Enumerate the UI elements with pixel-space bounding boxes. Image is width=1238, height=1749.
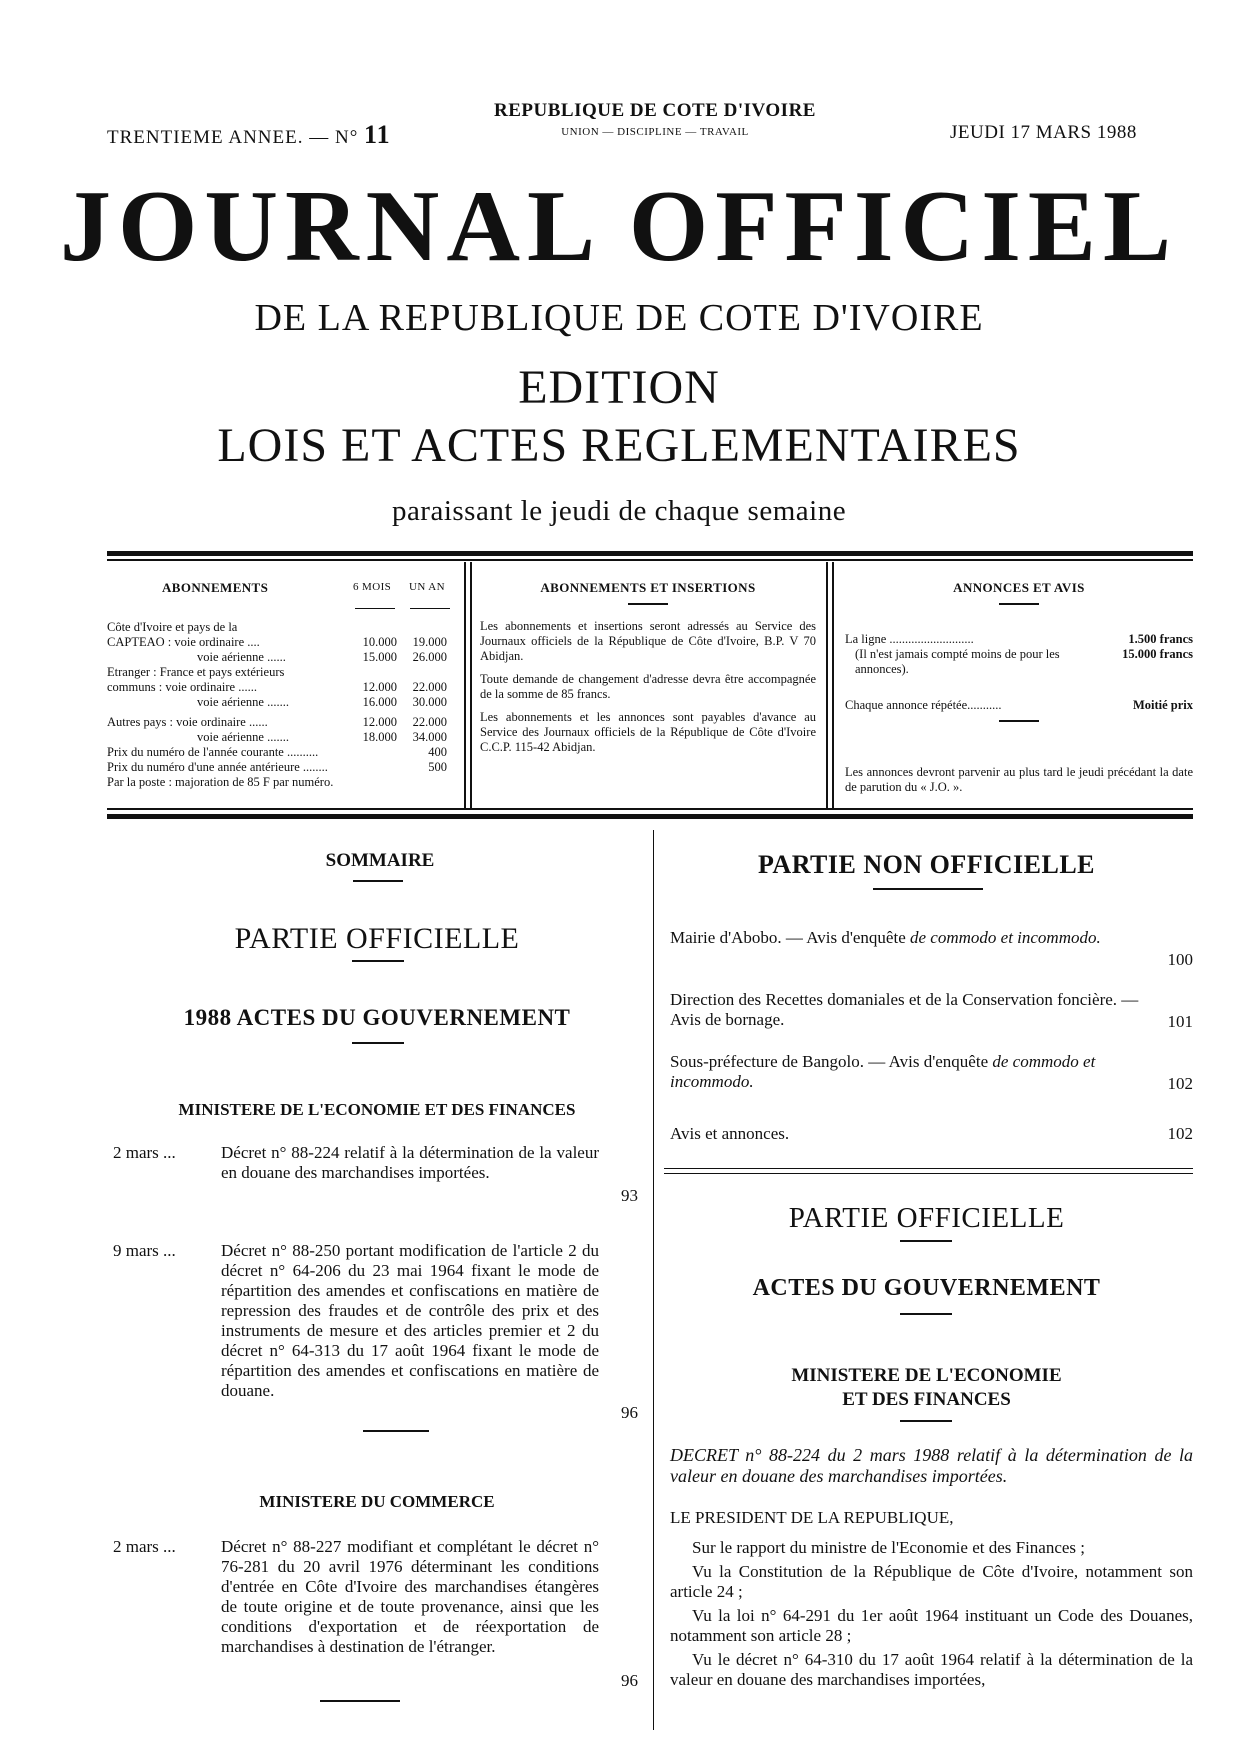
col-underline <box>355 608 395 609</box>
title-underline <box>999 603 1039 605</box>
insertions-title: ABONNEMENTS ET INSERTIONS <box>540 580 756 595</box>
subscription-unan: 22.000 <box>412 680 447 694</box>
title-underline <box>628 603 668 605</box>
repeated-value: Moitié prix <box>1132 698 1193 712</box>
entry-separator <box>363 1430 429 1432</box>
line-price-value: 1.500 francs <box>1128 632 1193 646</box>
subscription-6mois: 12.000 <box>362 715 397 729</box>
subscription-6mois: 18.000 <box>362 730 397 744</box>
officielle-ministere-l2: ET DES FINANCES <box>842 1389 1011 1410</box>
box-bottom-rule-thin <box>107 808 1193 810</box>
non-officielle-entry <box>670 1124 1193 1148</box>
sommaire-ministere-commerce: MINISTERE DU COMMERCE <box>259 1492 495 1511</box>
officielle-title: PARTIE OFFICIELLE <box>788 1202 1065 1234</box>
col-underline <box>410 608 450 609</box>
journal-title: JOURNAL OFFICIEL <box>60 170 1178 283</box>
decree-title: DECRET n° 88-224 du 2 mars 1988 relatif à la détermination de la valeur en douane des marchandises importées. <box>670 1445 1193 1486</box>
repeated-label: Chaque annonce répétée........... <box>845 698 1002 712</box>
subscription-label: voie aérienne ....... <box>197 695 289 709</box>
announcements-title: ANNONCES ET AVIS <box>953 580 1085 595</box>
edition-label: EDITION <box>518 361 720 414</box>
entry-page: 100 <box>1167 950 1193 969</box>
sommaire-partie-officielle: PARTIE OFFICIELLE <box>234 922 520 955</box>
subscription-6mois: 16.000 <box>362 695 397 709</box>
decree-president: LE PRESIDENT DE LA REPUBLIQUE, <box>670 1508 954 1527</box>
minimum-label: (Il n'est jamais compté moins de pour les annonces). <box>855 647 1060 676</box>
entry-text: Direction des Recettes domaniales et de la Conservation foncière. — Avis de bornage. <box>670 990 1139 1029</box>
visa-line: Vu la loi n° 64-291 du 1er août 1964 instituant un Code des Douanes, notamment son article 28 ; <box>670 1606 1193 1645</box>
insertions-p1: Les abonnements et insertions seront adressés au Service des Journaux officiels de la République de Côte d'Ivoire, B.P. V 70 Abidjan. <box>480 619 816 663</box>
entry-text: Avis et annonces. <box>670 1124 790 1143</box>
subscription-label: CAPTEAO : voie ordinaire .... <box>107 635 260 649</box>
insertions-p3: Les abonnements et les annonces sont payables d'avance au Service des Journaux officiels de la République de Côte d'Ivoire C.C.P. 115-42 Abidjan. <box>480 710 816 754</box>
subscriptions-cote-line: Côte d'Ivoire et pays de la <box>107 620 238 634</box>
entry-text: Sous-préfecture de Bangolo. — Avis d'enquête <box>670 1052 989 1071</box>
subscriptions-col-6mois: 6 MOIS <box>353 581 392 593</box>
issue-number: 11 <box>364 120 391 149</box>
non-officielle-underline <box>873 888 983 890</box>
section-rule <box>664 1173 1193 1174</box>
issue-year-number <box>107 120 391 150</box>
subscription-6mois: 15.000 <box>362 650 397 664</box>
visa-line: Sur le rapport du ministre de l'Economie et des Finances ; <box>692 1538 1086 1557</box>
insertions-box <box>480 580 816 755</box>
non-officielle-entry <box>670 928 1193 978</box>
republic-name: REPUBLIQUE DE COTE D'IVOIRE <box>494 100 816 121</box>
minimum-value: 15.000 francs <box>1122 647 1193 661</box>
sommaire-title: SOMMAIRE <box>325 850 435 871</box>
subscription-unan: 30.000 <box>412 695 447 709</box>
column-divider <box>653 830 654 1730</box>
officielle-actes: ACTES DU GOUVERNEMENT <box>752 1275 1101 1301</box>
subscription-6mois: 10.000 <box>362 635 397 649</box>
officielle-underline <box>900 1240 952 1242</box>
ministere-underline <box>900 1420 952 1422</box>
subscription-unan: 26.000 <box>412 650 447 664</box>
entry-text: Mairie d'Abobo. — Avis d'enquête <box>670 928 906 947</box>
box-top-rule <box>107 551 1193 556</box>
entry-page: 102 <box>1167 1074 1193 1093</box>
subscription-label: Par la poste : majoration de 85 F par numéro. <box>107 775 334 789</box>
toc-text: Décret n° 88-224 relatif à la détermination de la valeur en douane des marchandises importées. <box>221 1143 599 1182</box>
year-label: TRENTIEME ANNEE. — N° <box>107 127 359 148</box>
visa-line: Vu la Constitution de la République de Côte d'Ivoire, notamment son article 24 ; <box>670 1562 1193 1601</box>
box-divider-1 <box>464 562 466 808</box>
subscription-unan: 34.000 <box>412 730 447 744</box>
toc-entry <box>113 1241 638 1421</box>
visa-line: Vu le décret n° 64-310 du 17 août 1964 relatif à la détermination de la valeur en douane des marchandises importées, <box>670 1650 1193 1689</box>
sommaire-actes-gouvernement: 1988 ACTES DU GOUVERNEMENT <box>183 1005 571 1030</box>
national-motto: UNION — DISCIPLINE — TRAVAIL <box>561 126 749 138</box>
box-divider-2 <box>826 562 828 808</box>
publication-frequency: paraissant le jeudi de chaque semaine <box>391 495 847 527</box>
issue-date: JEUDI 17 MARS 1988 <box>950 122 1137 143</box>
toc-page: 96 <box>621 1671 638 1690</box>
subscription-label: Prix du numéro de l'année courante .......... <box>107 745 319 759</box>
subscription-label: Prix du numéro d'une année antérieure ........ <box>107 760 328 774</box>
announcements-box <box>845 580 1193 794</box>
partie-underline <box>352 960 404 962</box>
subscription-label: Etranger : France et pays extérieurs <box>107 665 285 679</box>
republic-header <box>440 100 870 138</box>
entry-italic: de commodo et incommodo. <box>670 1052 1096 1091</box>
non-officielle-entry <box>670 1052 1193 1102</box>
subscription-label: Autres pays : voie ordinaire ...... <box>107 715 268 729</box>
toc-entry <box>113 1143 638 1203</box>
actes-underline <box>352 1042 404 1044</box>
toc-date: 2 mars ... <box>113 1537 176 1556</box>
box-top-rule-thin <box>107 559 1193 561</box>
subscriptions-col-unan: UN AN <box>409 581 445 593</box>
toc-date: 9 mars ... <box>113 1241 176 1260</box>
subscription-unan: 500 <box>428 760 447 774</box>
subscription-label: communs : voie ordinaire ...... <box>107 680 257 694</box>
box-bottom-rule <box>107 814 1193 819</box>
officielle-ministere-l1: MINISTERE DE L'ECONOMIE <box>791 1365 1062 1386</box>
toc-page: 96 <box>621 1403 638 1422</box>
non-officielle-title: PARTIE NON OFFICIELLE <box>757 850 1096 879</box>
toc-text: Décret n° 88-250 portant modification de l'article 2 du décret n° 64-206 du 23 mai 1964 fixant le mode de répartition des amendes et confiscations en matière de repression des fraudes et de contrôle des prix et des instruments de mesure et des articles premier et 2 du décret n° 64-313 du 17 août 1964 fixant le mode de répartition des amendes et confiscations en matière de douane. <box>221 1241 599 1400</box>
box-divider-1b <box>470 562 472 808</box>
insertions-p2: Toute demande de changement d'adresse devra être accompagnée de la somme de 85 francs. <box>480 672 816 701</box>
subscription-label: voie aérienne ....... <box>197 730 289 744</box>
section-rule <box>999 720 1039 722</box>
non-officielle-entry <box>670 990 1193 1040</box>
line-price-label: La ligne ........................... <box>845 632 974 646</box>
entry-italic: de commodo et incommodo. <box>910 928 1101 947</box>
entry-page: 102 <box>1167 1124 1193 1143</box>
toc-date: 2 mars ... <box>113 1143 176 1162</box>
box-divider-2b <box>832 562 834 808</box>
toc-page: 93 <box>621 1186 638 1205</box>
deadline-note: Les annonces devront parvenir au plus tard le jeudi précédant la date de parution du « J.O. ». <box>845 765 1193 794</box>
sommaire-underline <box>353 880 403 882</box>
toc-entry <box>113 1537 638 1697</box>
decree-visas <box>670 1538 1193 1690</box>
subscription-6mois: 12.000 <box>362 680 397 694</box>
subscription-unan: 22.000 <box>412 715 447 729</box>
subscription-unan: 19.000 <box>412 635 447 649</box>
section-rule <box>664 1168 1193 1169</box>
toc-text: Décret n° 88-227 modifiant et complétant le décret n° 76-281 du 20 avril 1976 déterminant les conditions d'entrée en Côte d'Ivoire des marchandises étangères de toute origine et de toute provenance, ainsi que les conditions d'exportation et de réexportation de marchandises à destination de l'étranger. <box>221 1537 599 1656</box>
edition-name: LOIS ET ACTES REGLEMENTAIRES <box>217 419 1021 472</box>
subscription-label: voie aérienne ...... <box>197 650 286 664</box>
entry-page: 101 <box>1167 1012 1193 1031</box>
journal-subtitle: DE LA REPUBLIQUE DE COTE D'IVOIRE <box>254 297 984 339</box>
subscriptions-title: ABONNEMENTS <box>162 580 269 595</box>
entry-separator <box>320 1700 400 1702</box>
sommaire-ministere-economie: MINISTERE DE L'ECONOMIE ET DES FINANCES <box>178 1100 576 1119</box>
subscription-unan: 400 <box>428 745 447 759</box>
actes-underline <box>900 1313 952 1315</box>
